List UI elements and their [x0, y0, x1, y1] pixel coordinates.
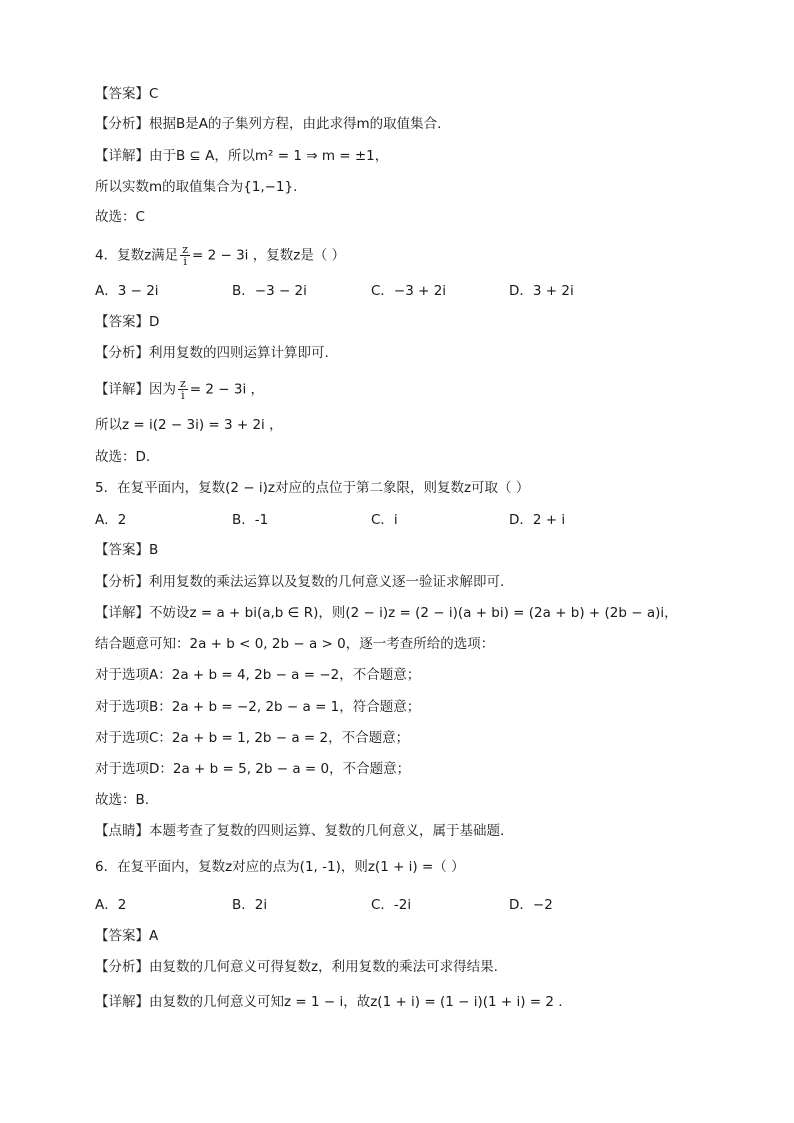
option-check-d: 对于选项D：2a + b = 5, 2b − a = 0，不合题意； [95, 761, 411, 777]
option-a: A．3 − 2i [95, 283, 159, 299]
option-b: B．-1 [232, 512, 269, 528]
answer-line: 【答案】B [95, 542, 159, 558]
option-a: A．2 [95, 897, 127, 913]
choice-line: 故选：C [95, 209, 145, 225]
choice-line: 故选：B. [95, 792, 150, 808]
fraction-z-over-i: $\frac{z}{i}$ [182, 243, 188, 268]
question-4-prefix: 4．复数z满足 [95, 247, 179, 264]
question-5-options [95, 510, 695, 530]
choice-line: 故选：D. [95, 449, 151, 465]
detail-line [95, 378, 264, 401]
answer-line: 【答案】A [95, 928, 159, 944]
option-b: B．2i [232, 897, 268, 913]
question-4-stem [95, 244, 345, 267]
detail-prefix: 【详解】因为 [95, 381, 176, 398]
question-6-options [95, 895, 695, 915]
analysis-line: 【分析】根据B是A的子集列方程，由此求得m的取值集合. [95, 116, 442, 132]
question-6-stem: 6．在复平面内，复数z对应的点为(1, -1)，则z(1 + i) =（ ） [95, 859, 465, 875]
option-c: C．-2i [371, 897, 412, 913]
comment-line: 【点睛】本题考查了复数的四则运算、复数的几何意义，属于基础题. [95, 823, 505, 839]
detail-continuation: 结合题意可知：2a + b < 0, 2b − a > 0，逐一考查所给的选项： [95, 636, 495, 652]
option-check-c: 对于选项C：2a + b = 1, 2b − a = 2，不合题意； [95, 730, 410, 746]
analysis-line: 【分析】利用复数的乘法运算以及复数的几何意义逐一验证求解即可. [95, 574, 505, 590]
option-d: D．3 + 2i [509, 283, 574, 299]
detail-line: 【详解】不妨设z = a + bi(a,b ∈ R)，则(2 − i)z = (2 − i)(a + bi) = (2a + b) + (2b − a)i， [95, 605, 678, 621]
question-4-suffix: = 2 − 3i ，复数z是（ ） [191, 247, 346, 264]
answer-line: 【答案】D [95, 314, 160, 330]
detail-continuation: 所以z = i(2 − 3i) = 3 + 2i ， [95, 417, 283, 433]
detail-continuation: 所以实数m的取值集合为{1,−1}. [95, 179, 298, 195]
option-check-a: 对于选项A：2a + b = 4, 2b − a = −2，不合题意； [95, 667, 421, 683]
option-check-b: 对于选项B：2a + b = −2, 2b − a = 1，符合题意； [95, 699, 421, 715]
fraction-z-over-i: $\frac{z}{i}$ [180, 377, 186, 402]
question-4-options [95, 281, 695, 301]
option-c: C．i [371, 512, 398, 528]
analysis-line: 【分析】由复数的几何意义可得复数z，利用复数的乘法可求得结果. [95, 959, 498, 975]
detail-suffix: = 2 − 3i ， [189, 381, 265, 398]
option-b: B．−3 − 2i [232, 283, 307, 299]
option-c: C．−3 + 2i [371, 283, 447, 299]
question-5-stem: 5．在复平面内，复数(2 − i)z对应的点位于第二象限，则复数z可取（ ） [95, 480, 530, 496]
option-d: D．−2 [509, 897, 553, 913]
analysis-line: 【分析】利用复数的四则运算计算即可. [95, 345, 329, 361]
option-a: A．2 [95, 512, 127, 528]
option-d: D．2 + i [509, 512, 566, 528]
detail-line: 【详解】由复数的几何意义可知z = 1 − i，故z(1 + i) = (1 − i)(1 + i) = 2 . [95, 994, 563, 1010]
answer-line: 【答案】C [95, 86, 159, 102]
detail-line: 【详解】由于B ⊆ A，所以m² = 1 ⇒ m = ±1， [95, 148, 389, 164]
